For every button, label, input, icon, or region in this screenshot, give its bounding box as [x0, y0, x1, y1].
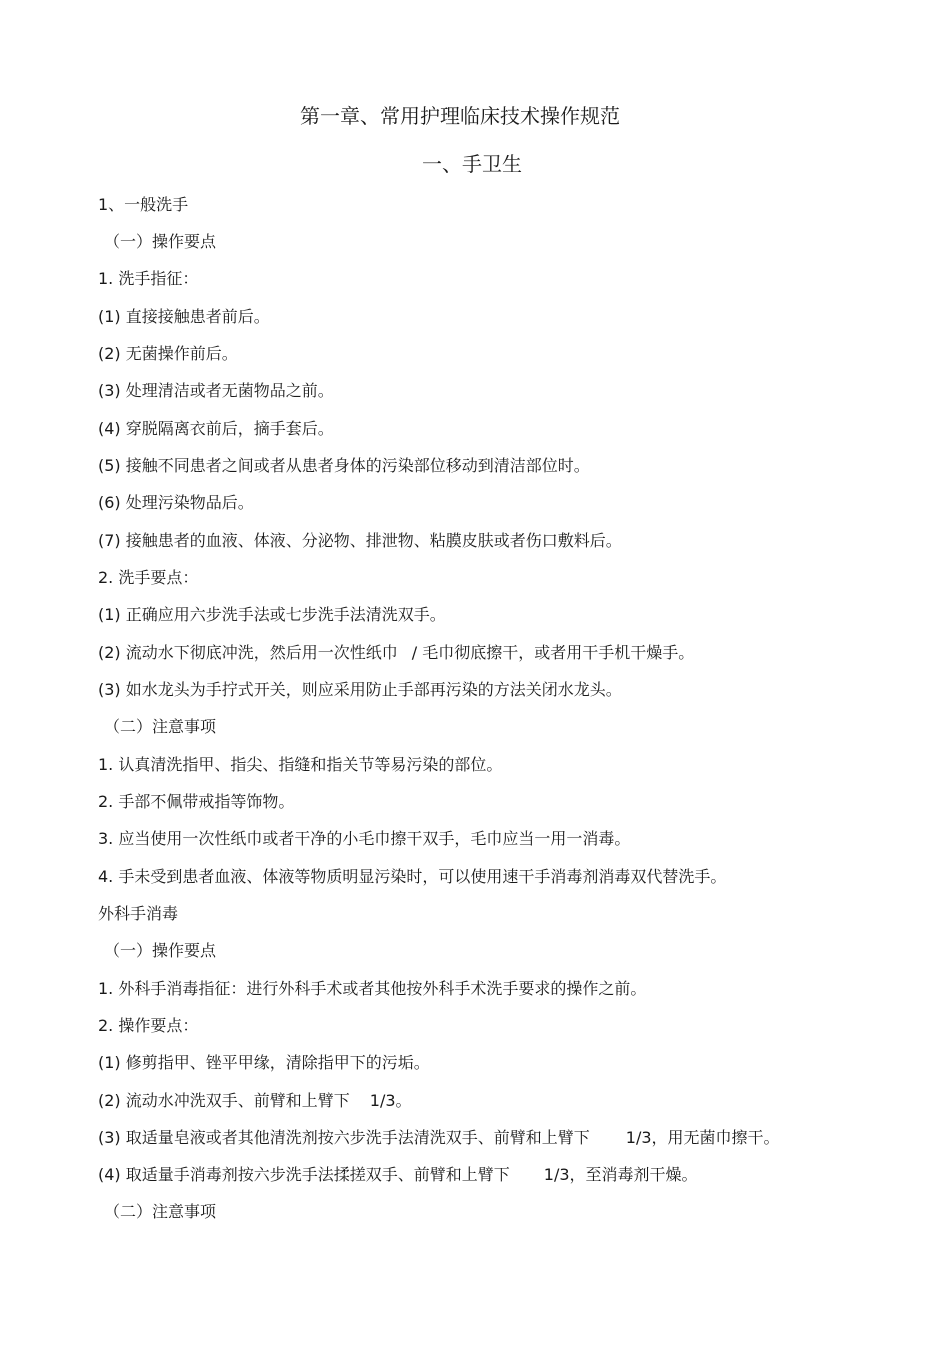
list-item: (3) 处理清洁或者无菌物品之前。	[98, 381, 334, 400]
list-item	[98, 1127, 780, 1149]
list-item-part: (3) 取适量皂液或者其他清洗剂按六步洗手法清洗双手、前臂和上臂下	[98, 1128, 590, 1147]
item-heading: 2. 洗手要点：	[98, 568, 199, 587]
list-item: (1) 正确应用六步洗手法或七步洗手法清洗双手。	[98, 605, 446, 624]
part-heading: （一）操作要点	[104, 232, 217, 251]
list-item-part: 1/3。	[369, 1091, 412, 1110]
section-title: 一、手卫生	[422, 152, 522, 176]
list-item-part: 1/3，至消毒剂干燥。	[543, 1165, 698, 1184]
part-heading: （一）操作要点	[104, 941, 217, 960]
list-item	[98, 642, 694, 664]
list-item-part: 1/3，用无菌巾擦干。	[625, 1128, 780, 1147]
list-item: 2. 手部不佩带戒指等饰物。	[98, 792, 295, 811]
list-item: (4) 穿脱隔离衣前后，摘手套后。	[98, 419, 334, 438]
list-item: 1. 认真清洗指甲、指尖、指缝和指关节等易污染的部位。	[98, 755, 503, 774]
item-heading: 2. 操作要点：	[98, 1016, 199, 1035]
chapter-title: 第一章、常用护理临床技术操作规范	[300, 104, 620, 128]
list-item: (6) 处理污染物品后。	[98, 493, 254, 512]
part-heading: （二）注意事项	[104, 1202, 217, 1221]
list-item: (7) 接触患者的血液、体液、分泌物、排泄物、粘膜皮肤或者伤口敷料后。	[98, 531, 622, 550]
subsection-heading: 外科手消毒	[98, 904, 179, 923]
list-item-part: (2) 流动水下彻底冲洗，然后用一次性纸巾	[98, 643, 398, 662]
item-heading: 1. 洗手指征：	[98, 269, 199, 288]
part-heading: （二）注意事项	[104, 717, 217, 736]
subsection-heading: 1、一般洗手	[98, 195, 189, 214]
list-item: (1) 直接接触患者前后。	[98, 307, 270, 326]
list-item-part: / 毛巾彻底擦干，或者用干手机干燥手。	[411, 643, 695, 662]
list-item: 4. 手未受到患者血液、体液等物质明显污染时，可以使用速干手消毒剂消毒双代替洗手。	[98, 867, 727, 886]
list-item: 3. 应当使用一次性纸巾或者干净的小毛巾擦干双手，毛巾应当一用一消毒。	[98, 829, 631, 848]
list-item: (3) 如水龙头为手拧式开关，则应采用防止手部再污染的方法关闭水龙头。	[98, 680, 622, 699]
list-item-part: (4) 取适量手消毒剂按六步洗手法揉搓双手、前臂和上臂下	[98, 1165, 510, 1184]
list-item: (2) 无菌操作前后。	[98, 344, 238, 363]
list-item: (5) 接触不同患者之间或者从患者身体的污染部位移动到清洁部位时。	[98, 456, 590, 475]
list-item-part: (2) 流动水冲洗双手、前臂和上臂下	[98, 1091, 350, 1110]
list-item	[98, 1090, 412, 1112]
list-item: (1) 修剪指甲、锉平甲缘，清除指甲下的污垢。	[98, 1053, 430, 1072]
list-item	[98, 1164, 698, 1186]
list-item: 1. 外科手消毒指征：进行外科手术或者其他按外科手术洗手要求的操作之前。	[98, 979, 647, 998]
